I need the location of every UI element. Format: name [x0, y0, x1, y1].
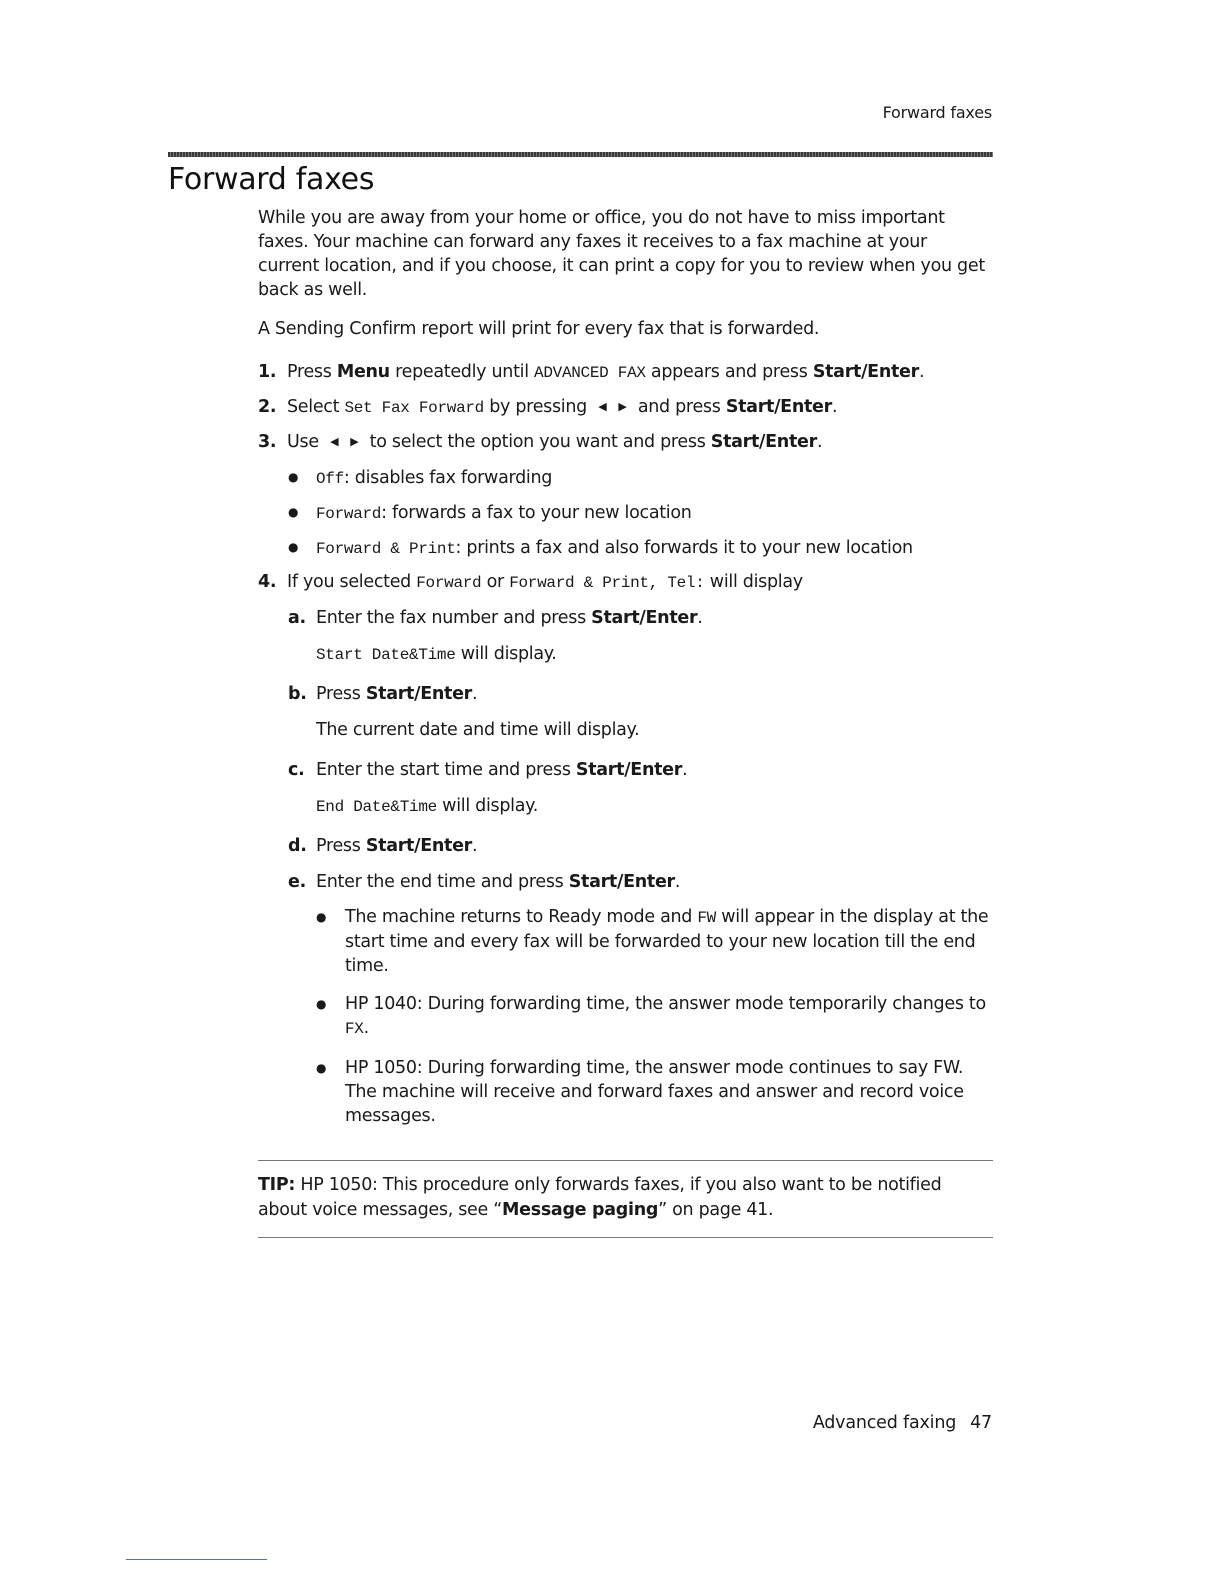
option-forward: ● Forward: forwards a fax to your new location	[288, 500, 692, 526]
page-footer	[813, 1413, 992, 1433]
tip-box: TIP: HP 1050: This procedure only forwards faxes, if you also want to be notified about voice messages, see “Message paging” on page 41.	[258, 1175, 942, 1220]
scan-artifact-line	[126, 1559, 267, 1560]
ready-mode-bullet: ● The machine returns to Ready mode and FW will appear in the display at the start time and every fax will be forwarded to your new location till the end time.	[316, 907, 989, 976]
report-note: A Sending Confirm report will print for every fax that is forwarded.	[258, 319, 820, 339]
step-number: 1.	[258, 362, 277, 382]
step-number: 4.	[258, 572, 277, 592]
bullet-icon: ●	[316, 1061, 327, 1075]
left-arrow-icon: ◀	[330, 435, 339, 448]
substep-d: d. Press Start/Enter.	[288, 836, 478, 856]
step-4: 4. If you selected Forward or Forward & Print, Tel: will display	[258, 572, 803, 592]
hp1040-bullet: ● HP 1040: During forwarding time, the answer mode temporarily changes to FX.	[316, 994, 986, 1038]
substep-b-note: The current date and time will display.	[316, 720, 640, 740]
tip-label: TIP:	[258, 1175, 296, 1195]
bullet-icon: ●	[316, 997, 327, 1011]
step-number: 3.	[258, 432, 277, 452]
page-title: Forward faxes	[168, 162, 375, 197]
message-paging-link[interactable]: Message paging	[502, 1200, 659, 1220]
substep-c: c. Enter the start time and press Start/Enter.	[288, 760, 688, 780]
step-number: 2.	[258, 397, 277, 417]
substep-b: b. Press Start/Enter.	[288, 684, 478, 704]
step-3: 3. Use ◀ ▶ to select the option you want and press Start/Enter.	[258, 432, 823, 452]
right-arrow-icon: ▶	[618, 400, 627, 413]
bullet-icon: ●	[288, 540, 299, 554]
header-rule	[168, 152, 993, 157]
left-arrow-icon: ◀	[598, 400, 607, 413]
footer-section: Advanced faxing	[812, 1413, 957, 1433]
bullet-icon: ●	[288, 470, 299, 484]
hp1050-bullet: ● HP 1050: During forwarding time, the answer mode continues to say FW. The machine will receive and forward faxes and answer and record voice messages.	[316, 1058, 964, 1126]
substep-a: a. Enter the fax number and press Start/Enter.	[288, 608, 703, 628]
substep-e: e. Enter the end time and press Start/Enter.	[288, 872, 681, 892]
option-forward-print: ● Forward & Print: prints a fax and also forwards it to your new location	[288, 535, 913, 561]
intro-paragraph: While you are away from your home or office, you do not have to miss important faxes. Your machine can forward any faxes it receives to a fax machine at your current location, and if you choose, it can print a copy for you to review when you get back as well.	[258, 208, 985, 300]
option-off: ● Off: disables fax forwarding	[288, 465, 552, 491]
substep-c-note: End Date&Time will display.	[316, 796, 538, 816]
right-arrow-icon: ▶	[350, 435, 359, 448]
display-code: Set Fax Forward	[344, 399, 484, 417]
display-code: ADVANCED FAX	[534, 364, 646, 382]
step-2: 2. Select Set Fax Forward by pressing ◀ ▶ and press Start/Enter.	[258, 397, 838, 417]
step-1: 1. Press Menu repeatedly until ADVANCED FAX appears and press Start/Enter.	[258, 362, 925, 382]
page-number: 47	[970, 1413, 992, 1433]
tip-top-rule	[258, 1160, 993, 1161]
bullet-icon: ●	[288, 505, 299, 519]
bullet-icon: ●	[316, 910, 327, 924]
tip-bottom-rule	[258, 1237, 993, 1238]
substep-a-note: Start Date&Time will display.	[316, 644, 557, 664]
running-head: Forward faxes	[882, 103, 992, 122]
